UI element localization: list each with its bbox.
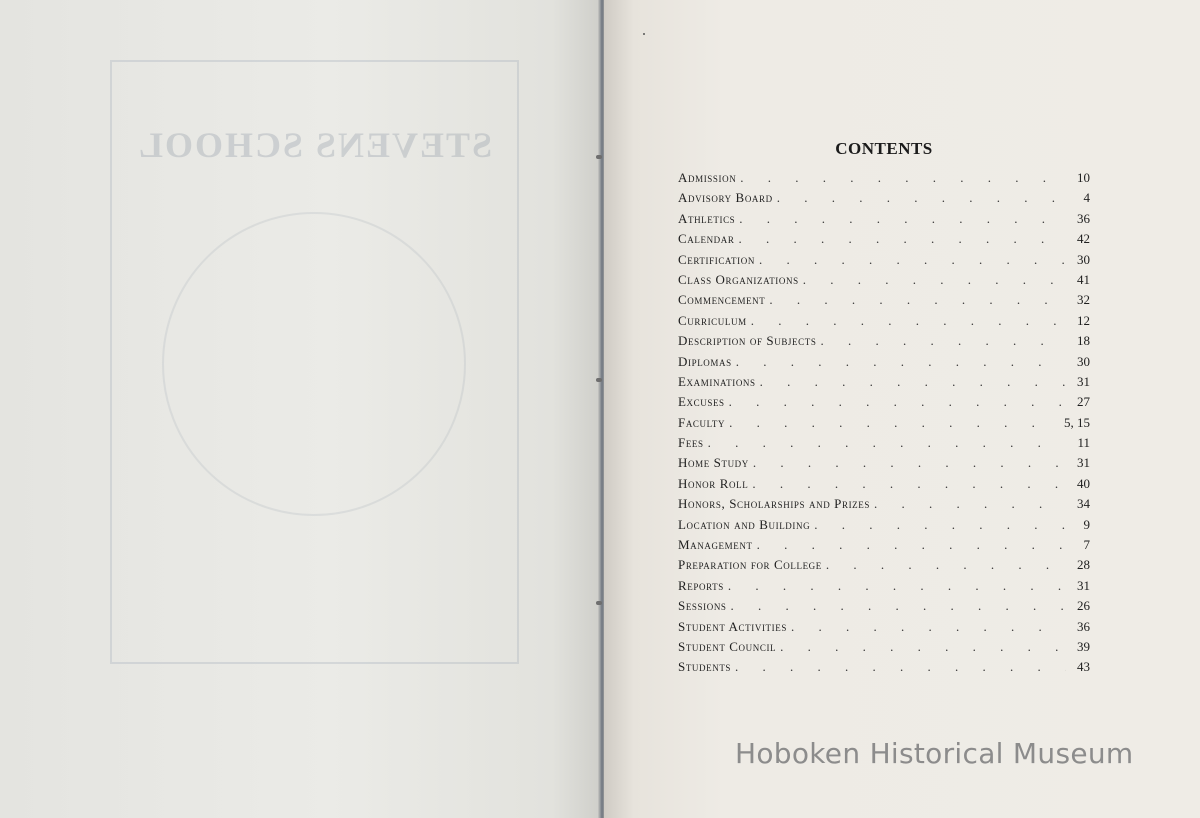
toc-entry [678,496,1090,516]
toc-entry-page: 10 [1077,170,1090,185]
toc-entry-page: 27 [1077,394,1090,410]
toc-entry-label: Advisory Board [678,190,773,206]
toc-entry-label: Location and Building [678,516,811,532]
toc-entry-label: Student Activities [678,618,787,634]
toc-entry [678,578,1090,598]
toc-leader-dots [728,578,1066,594]
toc-entry-page: 31 [1077,577,1090,593]
toc-entry-label: Faculty [678,414,726,430]
toc-entry-label: Class Organizations [678,271,799,287]
toc-entry-label: Curriculum [678,312,747,328]
toc-leader-dots [759,252,1066,268]
toc-entry-label: Certification [678,251,755,267]
toc-entry-page: 34 [1077,496,1090,512]
toc-entry-label: Student Council [678,638,777,654]
toc-leader-dots [769,292,1066,308]
toc-entry-label: Honors, Scholarships and Prizes [678,496,870,512]
toc-leader-dots [803,272,1066,288]
toc-entry [678,292,1090,312]
toc-entry [678,272,1090,292]
toc-entry-page: 42 [1077,231,1090,247]
toc-entry-label: Preparation for College [678,557,822,573]
toc-entry [678,639,1090,659]
toc-entry-page: 18 [1077,333,1090,349]
toc-leader-dots [814,517,1066,533]
toc-entry-label: Diplomas [678,353,732,369]
contents-list [678,170,1090,680]
toc-entry-page: 26 [1077,598,1090,614]
toc-entry [678,231,1090,251]
toc-entry-label: Excuses [678,394,725,410]
toc-entry [678,252,1090,272]
toc-entry-page: 4 [1083,190,1090,206]
contents-heading: CONTENTS [835,139,933,158]
bleed-through-cover [110,60,519,664]
toc-entry-label: Home Study [678,455,749,471]
staple [596,378,602,382]
toc-entry-label: Students [678,659,732,675]
toc-entry [678,435,1090,455]
toc-leader-dots [757,537,1066,553]
toc-entry-page: 32 [1077,292,1090,308]
toc-entry-page: 31 [1077,455,1090,471]
toc-entry-label: Honor Roll [678,475,749,491]
staple [596,601,602,605]
toc-entry [678,374,1090,394]
toc-entry-page: 7 [1083,537,1090,553]
bleed-through-seal [162,212,466,516]
toc-entry-page: 41 [1077,271,1090,287]
toc-entry [678,659,1090,679]
toc-leader-dots [708,435,1066,451]
toc-leader-dots [777,190,1066,206]
page-speck [643,33,645,35]
toc-entry [678,415,1090,435]
toc-leader-dots [791,619,1066,635]
toc-leader-dots [780,639,1066,655]
toc-entry [678,313,1090,333]
toc-leader-dots [740,170,1066,186]
toc-entry-page: 28 [1077,557,1090,573]
toc-leader-dots [751,313,1066,329]
toc-entry-page: 9 [1083,516,1090,532]
toc-entry [678,598,1090,618]
toc-leader-dots [753,455,1066,471]
toc-entry [678,476,1090,496]
staple [596,155,602,159]
toc-leader-dots [739,211,1066,227]
toc-entry-label: Description of Subjects [678,333,817,349]
toc-entry-page: 36 [1077,210,1090,226]
toc-entry [678,619,1090,639]
toc-leader-dots [729,415,1058,431]
toc-entry [678,455,1090,475]
toc-entry-page: 12 [1077,312,1090,328]
toc-leader-dots [738,231,1066,247]
bleed-through-title: STEVENS SCHOOL [136,125,493,165]
toc-entry [678,394,1090,414]
toc-leader-dots [735,659,1066,675]
toc-entry-label: Examinations [678,373,756,389]
toc-entry-page: 36 [1077,618,1090,634]
toc-entry [678,190,1090,210]
toc-entry-label: Calendar [678,231,735,247]
toc-entry-label: Commencement [678,292,766,308]
toc-leader-dots [874,496,1066,512]
toc-entry-page: 40 [1077,475,1090,491]
toc-entry-page: 11 [1077,435,1090,451]
toc-entry-page: 43 [1077,659,1090,675]
watermark: Hoboken Historical Museum [735,737,1134,770]
toc-leader-dots [729,394,1066,410]
toc-entry [678,517,1090,537]
toc-leader-dots [826,557,1066,573]
toc-entry-label: Reports [678,577,724,593]
toc-entry-label: Fees [678,435,704,451]
toc-leader-dots [736,354,1066,370]
toc-entry-label: Management [678,537,753,553]
toc-entry-page: 31 [1077,373,1090,389]
toc-entry [678,333,1090,353]
toc-entry-label: Athletics [678,210,736,226]
toc-entry-page: 30 [1077,353,1090,369]
toc-leader-dots [760,374,1066,390]
toc-entry-page: 30 [1077,251,1090,267]
toc-entry [678,354,1090,374]
toc-leader-dots [820,333,1066,349]
toc-entry-label: Admission [678,170,737,185]
toc-entry [678,211,1090,231]
toc-entry [678,537,1090,557]
toc-entry-page: 39 [1077,638,1090,654]
toc-entry-page: 5, 15 [1064,414,1090,430]
toc-entry [678,557,1090,577]
toc-entry [678,170,1090,190]
toc-entry-label: Sessions [678,598,727,614]
toc-leader-dots [731,598,1066,614]
toc-leader-dots [752,476,1066,492]
